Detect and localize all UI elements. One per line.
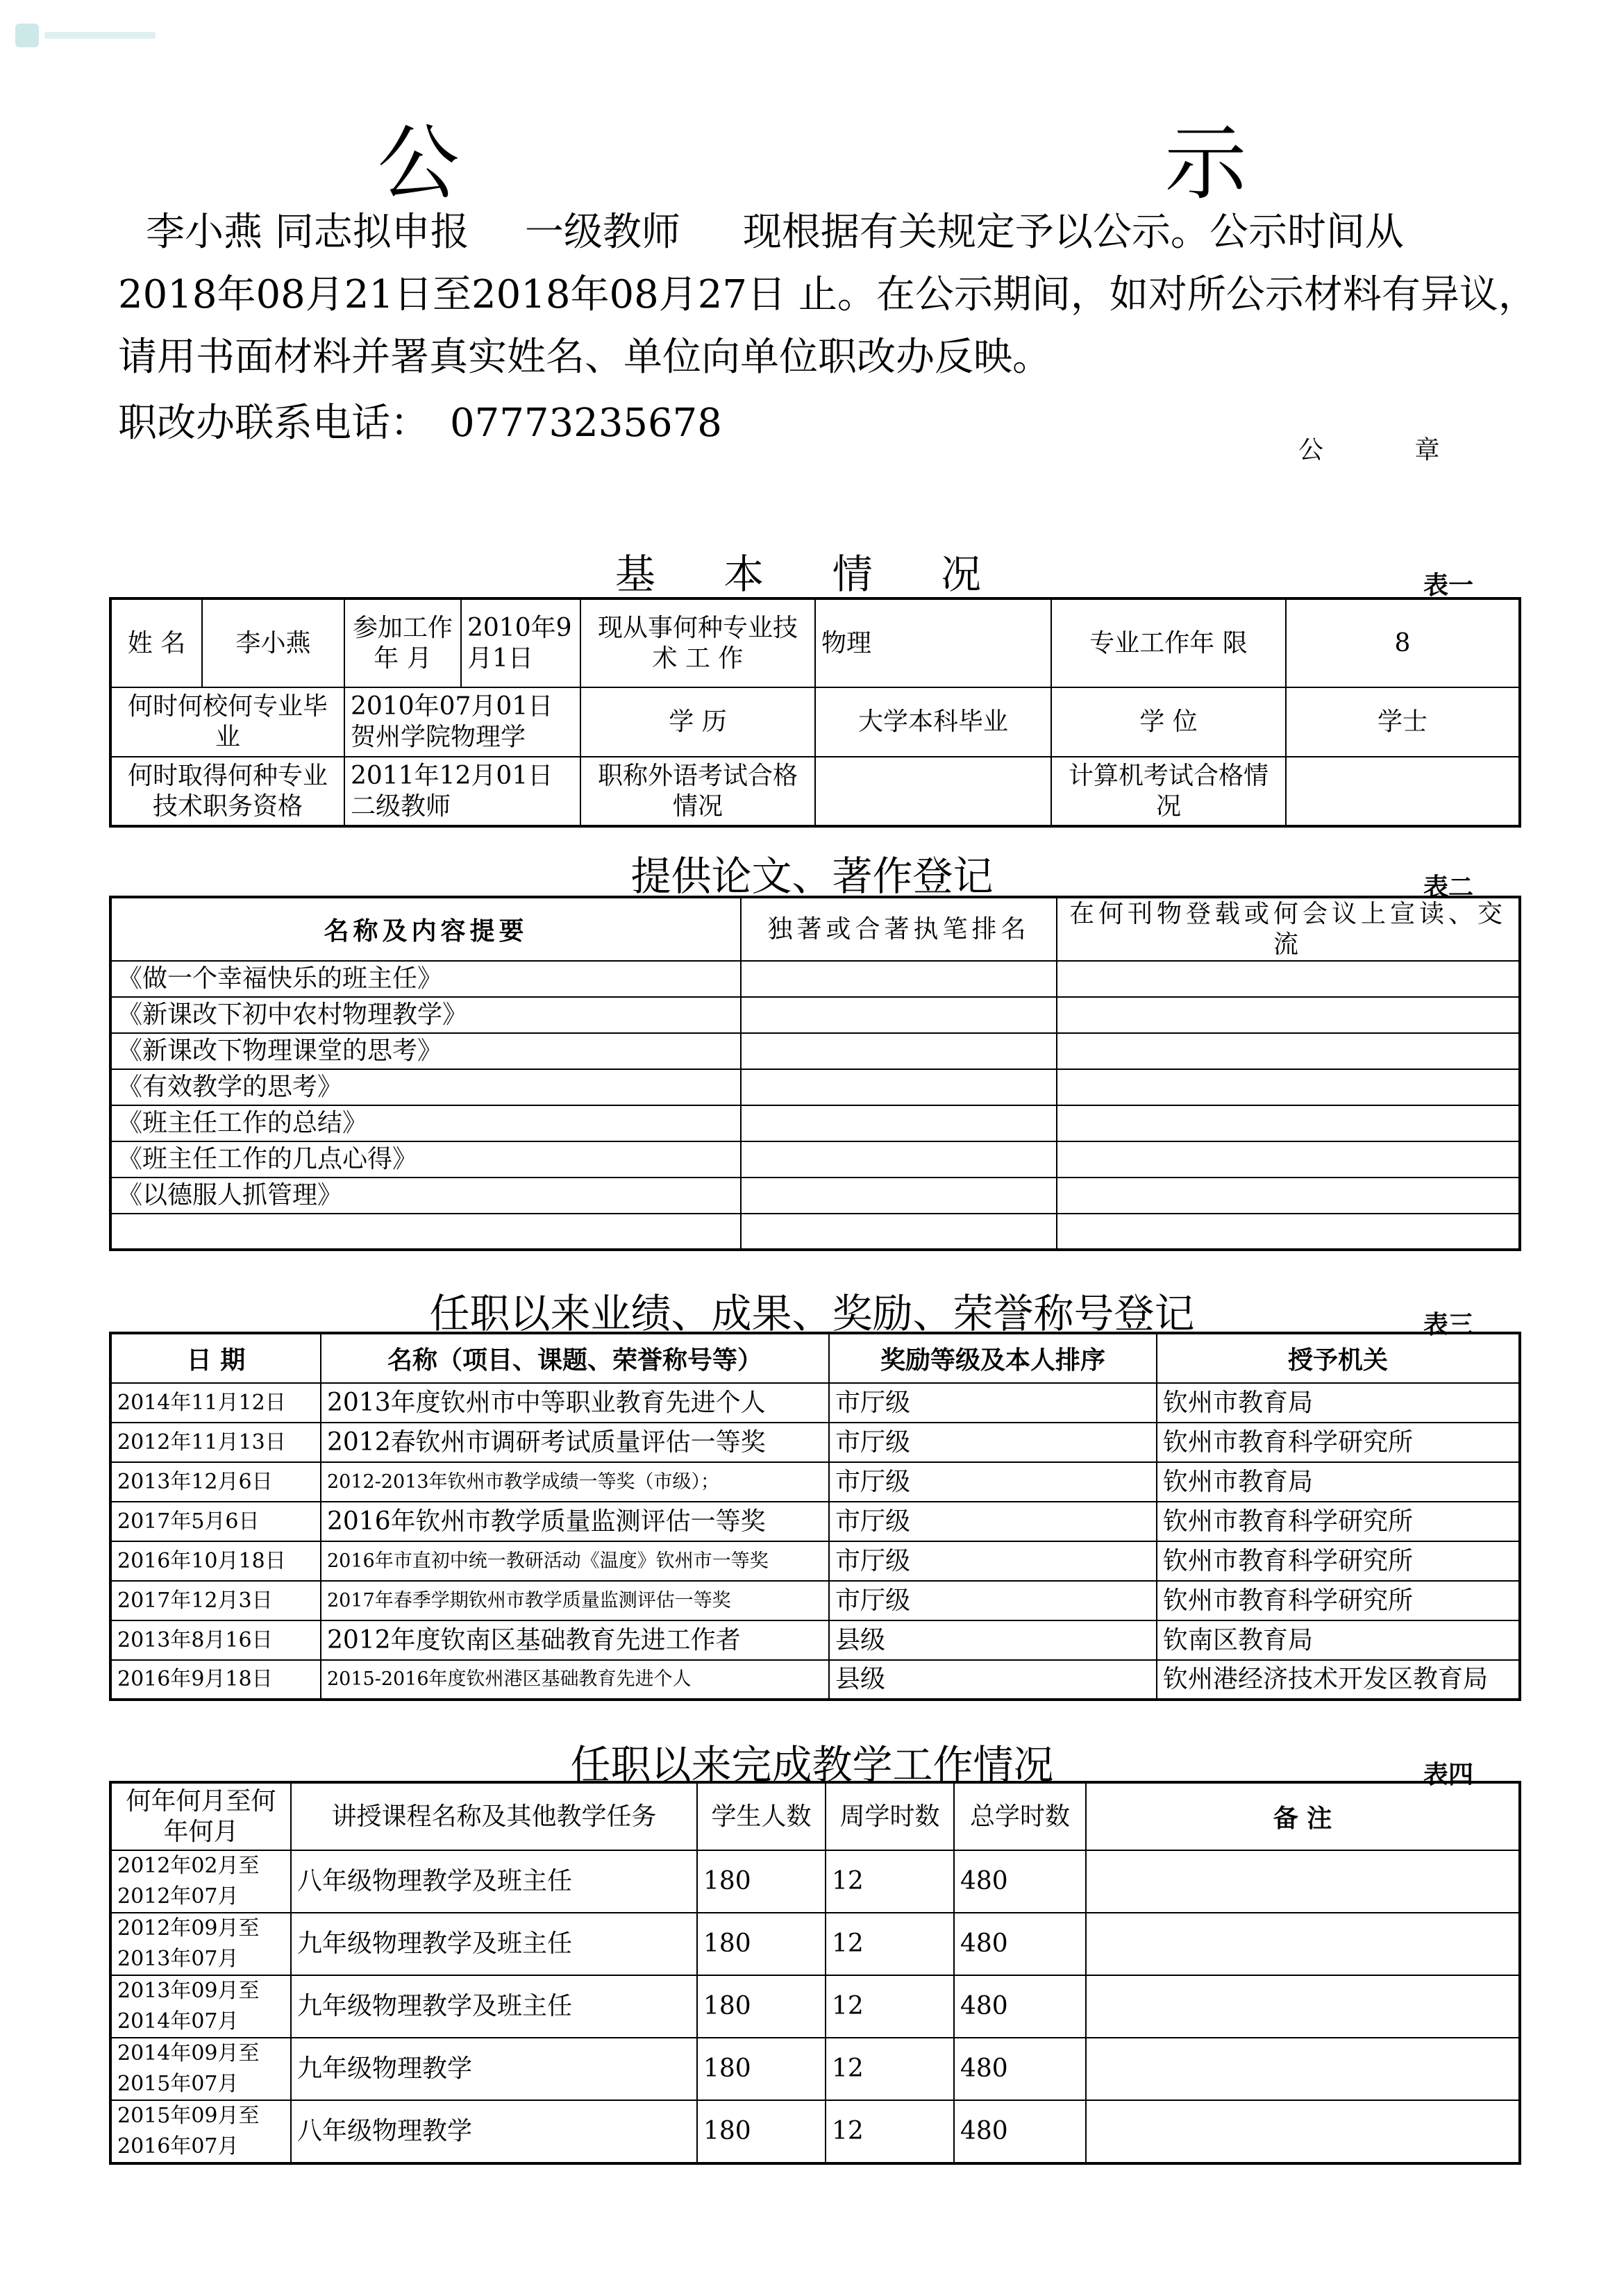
paper-row-cell-2: [1057, 1069, 1520, 1105]
paper-row-cell-0: 《以德服人抓管理》: [110, 1178, 741, 1214]
paper-row-cell-0: [110, 1214, 741, 1250]
award-row-cell-3: 钦州市教育科学研究所: [1157, 1423, 1520, 1462]
paper-row-cell-1: [741, 1141, 1057, 1178]
teaching-row-cell-1: 八年级物理教学: [291, 2100, 697, 2163]
award-row-cell-3: 钦州市教育局: [1157, 1383, 1520, 1423]
table2-tag: 表二: [1423, 873, 1474, 902]
award-row-cell-2: 市厅级: [829, 1502, 1157, 1541]
papers-header-venue: 在何刊物登载或何会议上宣读、交流: [1057, 897, 1520, 961]
teaching-row-cell-0: 2014年09月至2015年07月: [110, 2038, 291, 2100]
teaching-row-cell-0: 2013年09月至2014年07月: [110, 1975, 291, 2038]
teaching-row-cell-4: 480: [954, 2038, 1086, 2100]
qual-label: 何时取得何种专业技术职务资格: [110, 757, 344, 826]
paper-row-cell-2: [1057, 1141, 1520, 1178]
lang-label: 职称外语考试合格情况: [580, 757, 815, 826]
award-row: [110, 1502, 1520, 1541]
award-row-cell-0: 2014年11月12日: [110, 1383, 321, 1423]
award-row-cell-2: 市厅级: [829, 1423, 1157, 1462]
edu-value: 大学本科毕业: [815, 687, 1051, 757]
contact-phone: 07773235678: [450, 401, 722, 446]
award-row-cell-0: 2016年10月18日: [110, 1541, 321, 1581]
award-row-cell-0: 2013年12月6日: [110, 1462, 321, 1502]
major-value: 物理: [815, 598, 1051, 687]
major-label: 现从事何种专业技 术 工 作: [580, 598, 815, 687]
papers-title: 提供论文、著作登记: [630, 853, 994, 900]
teaching-row-cell-5: [1086, 1913, 1520, 1975]
paper-row-cell-0: 《有效教学的思考》: [110, 1069, 741, 1105]
paper-row-cell-2: [1057, 1105, 1520, 1141]
seal-label: 公 章: [1298, 436, 1482, 464]
teaching-header-students: 学生人数: [697, 1782, 826, 1850]
paper-row-cell-1: [741, 1069, 1057, 1105]
degree-label: 学 位: [1051, 687, 1286, 757]
awards-header-level: 奖励等级及本人排序: [829, 1333, 1157, 1383]
award-row-cell-3: 钦州市教育科学研究所: [1157, 1541, 1520, 1581]
applied-level: 一级教师: [524, 210, 680, 255]
award-row-cell-1: 2017年春季学期钦州市教学质量监测评估一等奖: [321, 1581, 829, 1620]
teaching-row-cell-2: 180: [697, 2038, 826, 2100]
teaching-row: [110, 1850, 1520, 1913]
paper-row: [110, 1214, 1520, 1250]
paper-row: [110, 961, 1520, 997]
watermark-logo-icon: [14, 19, 160, 51]
teaching-header-total-hours: 总学时数: [954, 1782, 1086, 1850]
table1-tag: 表一: [1423, 571, 1474, 600]
qual-value: 2011年12月01日二级教师: [344, 757, 580, 826]
paper-row-cell-1: [741, 961, 1057, 997]
paper-row-cell-0: 《新课改下初中农村物理教学》: [110, 997, 741, 1033]
name-value: 李小燕: [202, 598, 344, 687]
table3-tag: 表三: [1423, 1311, 1474, 1339]
paper-row-cell-2: [1057, 961, 1520, 997]
grad-label: 何时何校何专业毕 业: [110, 687, 344, 757]
teaching-row-cell-4: 480: [954, 1975, 1086, 2038]
award-row-cell-0: 2016年9月18日: [110, 1660, 321, 1700]
teaching-row-cell-5: [1086, 1975, 1520, 2038]
award-row-cell-0: 2012年11月13日: [110, 1423, 321, 1462]
table4-tag: 表四: [1423, 1761, 1474, 1789]
teaching-row: [110, 1975, 1520, 2038]
teaching-header-remarks: 备 注: [1086, 1782, 1520, 1850]
notice-line-1: 李小燕 同志拟申报 一级教师 现根据有关规定予以公示。公示时间从: [146, 210, 1404, 255]
basic-info-title: 基 本 情 况: [614, 551, 1010, 598]
award-row-cell-2: 市厅级: [829, 1581, 1157, 1620]
grad-value: 2010年07月01日贺州学院物理学: [344, 687, 580, 757]
awards-header-date: 日 期: [110, 1333, 321, 1383]
edu-label: 学 历: [580, 687, 815, 757]
award-row-cell-1: 2012-2013年钦州市教学成绩一等奖（市级）；: [321, 1462, 829, 1502]
award-row: [110, 1660, 1520, 1700]
teaching-header-period: 何年何月至何年何月: [110, 1782, 291, 1850]
award-row-cell-0: 2017年12月3日: [110, 1581, 321, 1620]
papers-header-rank: 独著或合著执笔排名: [741, 897, 1057, 961]
lang-value: [815, 757, 1051, 826]
teaching-row-cell-3: 12: [826, 1850, 954, 1913]
work-start-value: 2010年9月1日: [461, 598, 580, 687]
teaching-row-cell-2: 180: [697, 1913, 826, 1975]
award-row-cell-1: 2016年市直初中统一教研活动《温度》钦州市一等奖: [321, 1541, 829, 1581]
award-row-cell-3: 钦南区教育局: [1157, 1620, 1520, 1660]
teaching-row-cell-2: 180: [697, 1975, 826, 2038]
paper-row-cell-1: [741, 1033, 1057, 1069]
paper-row-cell-1: [741, 1105, 1057, 1141]
award-row: [110, 1462, 1520, 1502]
computer-value: [1286, 757, 1520, 826]
teaching-row-cell-1: 九年级物理教学及班主任: [291, 1913, 697, 1975]
teaching-header-weekly-hours: 周学时数: [826, 1782, 954, 1850]
teaching-row-cell-5: [1086, 1850, 1520, 1913]
paper-row: [110, 1033, 1520, 1069]
award-row-cell-3: 钦州市教育局: [1157, 1462, 1520, 1502]
name-label: 姓 名: [110, 598, 202, 687]
basic-info-table: [109, 597, 1521, 828]
papers-table: [109, 896, 1521, 1251]
award-row-cell-2: 市厅级: [829, 1462, 1157, 1502]
award-row-cell-1: 2012春钦州市调研考试质量评估一等奖: [321, 1423, 829, 1462]
teaching-row-cell-4: 480: [954, 1850, 1086, 1913]
paper-row-cell-1: [741, 1178, 1057, 1214]
awards-header-issuer: 授予机关: [1157, 1333, 1520, 1383]
award-row-cell-2: 市厅级: [829, 1383, 1157, 1423]
awards-title: 任职以来业绩、成果、奖励、荣誉称号登记: [429, 1290, 1195, 1337]
work-start-label: 参加工作年 月: [344, 598, 461, 687]
teaching-row-cell-2: 180: [697, 1850, 826, 1913]
notice-line-4: 职改办联系电话： 07773235678: [118, 401, 722, 446]
teaching-row: [110, 1913, 1520, 1975]
paper-row-cell-2: [1057, 997, 1520, 1033]
award-row-cell-1: 2015-2016年度钦州港区基础教育先进个人: [321, 1660, 829, 1700]
award-row: [110, 1581, 1520, 1620]
paper-row-cell-0: 《做一个幸福快乐的班主任》: [110, 961, 741, 997]
notice-line-2: 2018年08月21日至2018年08月27日 止。在公示期间，如对所公示材料有异议，: [118, 272, 1537, 317]
teaching-table: [109, 1781, 1521, 2165]
teaching-row-cell-3: 12: [826, 2038, 954, 2100]
award-row-cell-3: 钦州港经济技术开发区教育局: [1157, 1660, 1520, 1700]
teaching-row-cell-0: 2012年02月至2012年07月: [110, 1850, 291, 1913]
paper-row-cell-2: [1057, 1178, 1520, 1214]
award-row-cell-1: 2016年钦州市教学质量监测评估一等奖: [321, 1502, 829, 1541]
award-row-cell-0: 2013年8月16日: [110, 1620, 321, 1660]
teaching-row: [110, 2038, 1520, 2100]
teaching-title: 任职以来完成教学工作情况: [570, 1741, 1054, 1788]
award-row-cell-1: 2013年度钦州市中等职业教育先进个人: [321, 1383, 829, 1423]
paper-row-cell-0: 《新课改下物理课堂的思考》: [110, 1033, 741, 1069]
papers-header-name: 名称及内容提要: [110, 897, 741, 961]
award-row-cell-2: 县级: [829, 1660, 1157, 1700]
paper-row-cell-0: 《班主任工作的几点心得》: [110, 1141, 741, 1178]
teaching-row-cell-1: 九年级物理教学: [291, 2038, 697, 2100]
teaching-row-cell-4: 480: [954, 2100, 1086, 2163]
teaching-row-cell-0: 2012年09月至2013年07月: [110, 1913, 291, 1975]
award-row: [110, 1423, 1520, 1462]
paper-row-cell-1: [741, 997, 1057, 1033]
teaching-row-cell-3: 12: [826, 1975, 954, 2038]
award-row: [110, 1620, 1520, 1660]
awards-header-name: 名称（项目、课题、荣誉称号等）: [321, 1333, 829, 1383]
award-row: [110, 1541, 1520, 1581]
teaching-row-cell-2: 180: [697, 2100, 826, 2163]
award-row-cell-1: 2012年度钦南区基础教育先进工作者: [321, 1620, 829, 1660]
teaching-row-cell-1: 八年级物理教学及班主任: [291, 1850, 697, 1913]
award-row-cell-0: 2017年5月6日: [110, 1502, 321, 1541]
awards-table: [109, 1332, 1521, 1701]
award-row-cell-3: 钦州市教育科学研究所: [1157, 1502, 1520, 1541]
paper-row: [110, 997, 1520, 1033]
award-row-cell-3: 钦州市教育科学研究所: [1157, 1581, 1520, 1620]
paper-row: [110, 1105, 1520, 1141]
paper-row: [110, 1178, 1520, 1214]
years-value: 8: [1286, 598, 1520, 687]
paper-row: [110, 1141, 1520, 1178]
award-row: [110, 1383, 1520, 1423]
teaching-row-cell-4: 480: [954, 1913, 1086, 1975]
paper-row-cell-1: [741, 1214, 1057, 1250]
teaching-row-cell-5: [1086, 2100, 1520, 2163]
applicant-name: 李小燕: [146, 210, 262, 255]
teaching-row-cell-0: 2015年09月至2016年07月: [110, 2100, 291, 2163]
degree-value: 学士: [1286, 687, 1520, 757]
teaching-row-cell-1: 九年级物理教学及班主任: [291, 1975, 697, 2038]
paper-row-cell-0: 《班主任工作的总结》: [110, 1105, 741, 1141]
notice-dates: 2018年08月21日至2018年08月27日: [118, 272, 787, 317]
teaching-header-course: 讲授课程名称及其他教学任务: [291, 1782, 697, 1850]
paper-row-cell-2: [1057, 1214, 1520, 1250]
computer-label: 计算机考试合格情况: [1051, 757, 1286, 826]
teaching-row-cell-3: 12: [826, 1913, 954, 1975]
teaching-row-cell-5: [1086, 2038, 1520, 2100]
teaching-row: [110, 2100, 1520, 2163]
paper-row-cell-2: [1057, 1033, 1520, 1069]
teaching-row-cell-3: 12: [826, 2100, 954, 2163]
notice-line-3: 请用书面材料并署真实姓名、单位向单位职改办反映。: [118, 335, 1051, 380]
award-row-cell-2: 市厅级: [829, 1541, 1157, 1581]
page-title: 公 示: [377, 115, 1428, 211]
years-label: 专业工作年 限: [1051, 598, 1286, 687]
award-row-cell-2: 县级: [829, 1620, 1157, 1660]
paper-row: [110, 1069, 1520, 1105]
